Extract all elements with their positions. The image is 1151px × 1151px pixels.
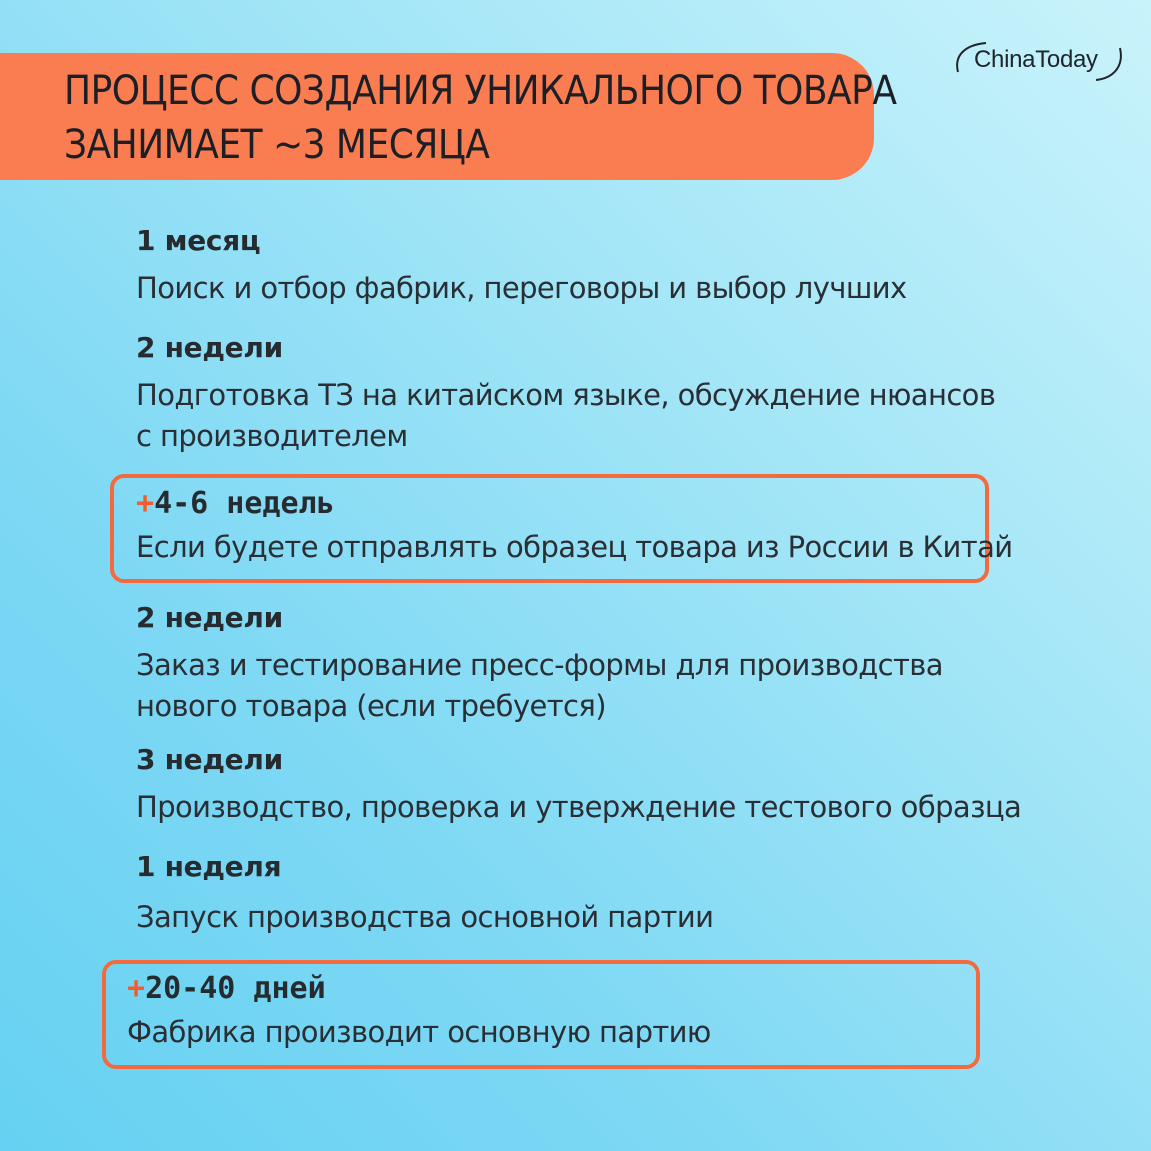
page-title-line-2: ЗАНИМАЕТ ~3 МЕСЯЦА bbox=[64, 122, 490, 168]
step-6-duration: 1 неделя bbox=[136, 850, 282, 883]
step-3-description: Если будете отправлять образец товара из России в Китай bbox=[136, 530, 1013, 564]
step-5-duration: 3 недели bbox=[136, 743, 283, 776]
plus-icon: + bbox=[127, 971, 146, 1006]
logo-text: ChinaToday bbox=[974, 46, 1098, 73]
step-1-description: Поиск и отбор фабрик, переговоры и выбор лучших bbox=[136, 271, 907, 305]
step-7-duration-value: 20-40 дней bbox=[145, 971, 326, 1006]
step-5-description: Производство, проверка и утверждение тестового образца bbox=[136, 790, 1022, 824]
chinatoday-logo bbox=[946, 36, 1126, 86]
step-4-description-line-2: нового товара (если требуется) bbox=[136, 689, 606, 723]
plus-icon: + bbox=[136, 486, 155, 521]
step-4-description-line-1: Заказ и тестирование пресс-формы для производства bbox=[136, 648, 943, 682]
step-7-duration bbox=[127, 971, 326, 1006]
step-6-description: Запуск производства основной партии bbox=[136, 900, 714, 934]
step-1-duration: 1 месяц bbox=[136, 224, 261, 257]
step-2-description-line-2: с производителем bbox=[136, 419, 408, 453]
step-7-description: Фабрика производит основную партию bbox=[127, 1015, 711, 1049]
step-3-duration-value: 4-6 недель bbox=[154, 486, 335, 521]
step-3-duration bbox=[136, 486, 335, 521]
step-2-duration: 2 недели bbox=[136, 331, 283, 364]
step-4-duration: 2 недели bbox=[136, 601, 283, 634]
step-2-description-line-1: Подготовка ТЗ на китайском языке, обсуждение нюансов bbox=[136, 378, 996, 412]
page-title-line-1: ПРОЦЕСС СОЗДАНИЯ УНИКАЛЬНОГО ТОВАРА bbox=[64, 68, 897, 114]
